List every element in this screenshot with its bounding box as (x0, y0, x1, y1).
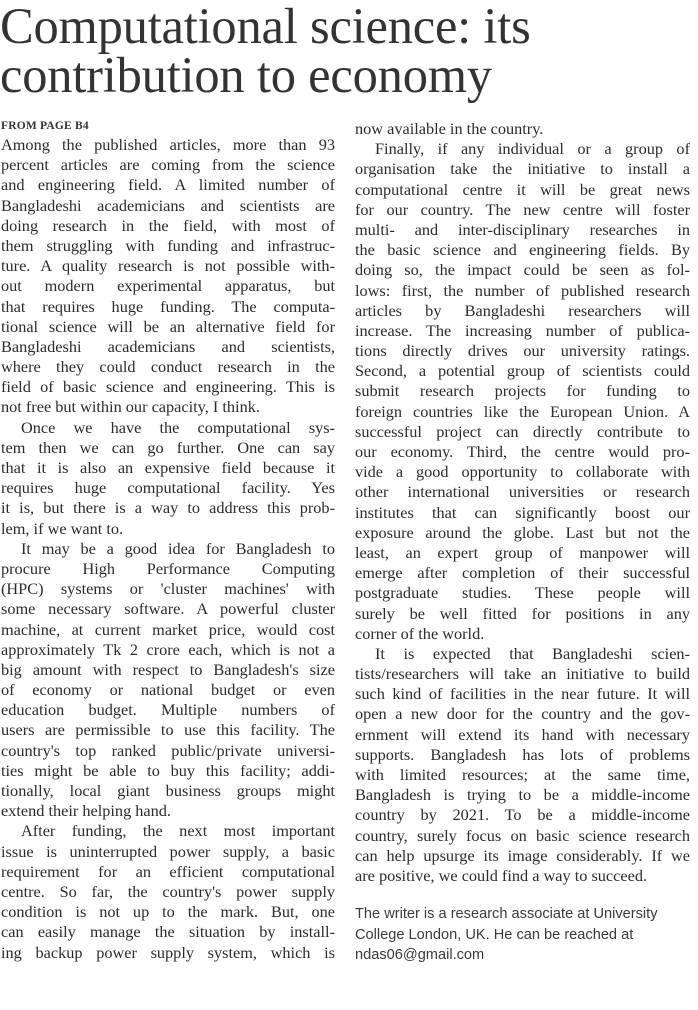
text-line: corner of the world. (355, 623, 485, 643)
text-line: requirement for an efficient computational (1, 861, 335, 881)
text-line: (HPC) systems or 'cluster machines' with (1, 579, 335, 599)
text-line: Bangladesh is trying to be a middle-income (355, 785, 690, 805)
text-line: requires huge computational facility. Yes (1, 478, 335, 498)
text-line: field of basic science and engineering. This is (1, 377, 335, 397)
text-line: ties might be able to buy this facility; addi- (1, 760, 335, 780)
byline-line-2: College London, UK. He can be reached at (355, 926, 634, 943)
text-line: emerge after completion of their successful (355, 563, 690, 583)
headline-line-2: contribution to economy (0, 47, 492, 103)
text-line: for our country. The new centre will foster (355, 199, 690, 219)
text-line: foreign countries like the European Union. A (355, 401, 690, 421)
text-line: It may be a good idea for Bangladesh to (21, 538, 335, 558)
continued-from-label: FROM PAGE B4 (1, 120, 89, 132)
text-line: the basic science and engineering fields. By (355, 240, 690, 260)
text-line: education budget. Multiple numbers of (1, 700, 335, 720)
text-line: big amount with respect to Bangladesh's size (1, 659, 335, 679)
text-line: approximately Tk 2 crore each, which is not a (1, 639, 335, 659)
text-line: supports. Bangladesh has lots of problems (355, 744, 690, 764)
text-line: issue is uninterrupted power supply, a basic (1, 841, 335, 861)
text-line: Finally, if any individual or a group of (375, 139, 690, 159)
text-line: Once we have the computational sys- (21, 417, 335, 437)
text-line: procure High Performance Computing (1, 558, 335, 578)
headline-line-1: Computational science: its (0, 0, 531, 54)
text-line: lows: first, the number of published research (355, 280, 690, 300)
text-line: not free but within our capacity, I think. (1, 397, 260, 417)
text-line: such kind of facilities in the near future. It will (355, 684, 690, 704)
text-line: and engineering field. A limited number of (1, 175, 335, 195)
text-line: our economy. Third, the centre would pro- (355, 442, 690, 461)
headline (0, 0, 698, 103)
text-line: doing so, the impact could be seen as fol- (355, 260, 690, 280)
text-line: tists/researchers will take an initiative to build (355, 664, 690, 684)
right-column (355, 119, 690, 966)
text-line: computational centre it will be great news (355, 179, 690, 199)
text-line: institutes that can significantly boost our (355, 502, 690, 522)
text-line: out modern experimental apparatus, but (1, 276, 335, 296)
text-line: lem, if we want to. (1, 518, 124, 538)
text-line: country's top ranked public/private universi- (1, 740, 335, 760)
text-line: them struggling with funding and infrastruc- (1, 235, 335, 255)
text-line: where they could conduct research in the (1, 357, 335, 377)
text-line: articles by Bangladeshi researchers will (355, 300, 690, 320)
text-line: ing backup power supply system, which is (1, 942, 335, 962)
left-column (1, 118, 335, 963)
text-line: submit research projects for funding to (355, 381, 690, 401)
text-line: Second, a potential group of scientists could (355, 361, 690, 381)
text-line: some necessary software. A powerful cluster (1, 599, 335, 619)
text-line: multi- and inter-disciplinary researches in (355, 219, 690, 239)
text-line: least, an expert group of manpower will (355, 542, 690, 562)
text-line: Bangladeshi academicians and scientists, (1, 336, 335, 356)
text-line: other international universities or research (355, 482, 690, 502)
text-line: condition is not up to the mark. But, one (1, 902, 335, 922)
text-line: organisation take the initiative to install a (355, 159, 690, 179)
text-line: country by 2021. To be a middle-income (355, 805, 690, 825)
text-line: users are permissible to use this facility. The (1, 720, 335, 740)
text-line: can help upsurge its image considerably. If we (355, 845, 690, 865)
text-line: machine, at current market price, would cost (1, 619, 335, 639)
text-line: After funding, the next most important (21, 821, 335, 841)
text-line: now available in the country. (355, 119, 544, 138)
text-line: postgraduate studies. These people will (355, 583, 690, 603)
text-line: tions directly drives our university ratings. (355, 341, 690, 361)
text-line: centre. So far, the country's power supply (1, 881, 335, 901)
text-line: Among the published articles, more than 93 (1, 135, 335, 154)
text-line: It is expected that Bangladeshi scien- (375, 643, 690, 663)
right-column-body (355, 119, 690, 886)
text-line: Bangladeshi academicians and scientists are (1, 195, 335, 215)
text-line: open a new door for the country and the gov- (355, 704, 690, 724)
text-line: can easily manage the situation by install- (1, 922, 335, 942)
text-line: tionally, local giant business groups might (1, 781, 335, 800)
text-line: exposure around the globe. Last but not the (355, 522, 690, 542)
left-column-body (1, 135, 335, 963)
text-line: it is, but there is a way to address this prob- (1, 498, 335, 518)
text-line: successful project can directly contribute to (355, 421, 690, 441)
text-line: ernment will extend its hand with necessary (355, 724, 690, 744)
text-line: increase. The increasing number of publica- (355, 320, 690, 340)
text-line: are positive, we could find a way to succeed. (355, 865, 648, 885)
text-line: that requires huge funding. The computa- (1, 296, 335, 316)
author-byline (355, 904, 690, 966)
byline-line-1: The writer is a research associate at University (355, 906, 658, 923)
text-line: tional science will be an alternative field for (1, 316, 335, 336)
text-line: extend their helping hand. (1, 801, 171, 821)
text-line: ture. A quality research is not possible with- (1, 256, 335, 276)
text-line: country, surely focus on basic science research (355, 825, 690, 845)
text-line: vide a good opportunity to collaborate with (355, 462, 690, 482)
text-line: tem then we can go further. One can say (1, 437, 335, 457)
text-line: surely be well fitted for positions in any (355, 603, 690, 623)
text-line: doing research in the field, with most of (1, 215, 335, 235)
text-line: of economy or national budget or even (1, 680, 335, 700)
text-line: percent articles are coming from the science (1, 155, 335, 175)
text-line: that it is also an expensive field because it (1, 458, 335, 477)
text-line: with limited resources; at the same time, (355, 765, 690, 784)
byline-email[interactable]: ndas06@gmail.com (355, 947, 485, 964)
